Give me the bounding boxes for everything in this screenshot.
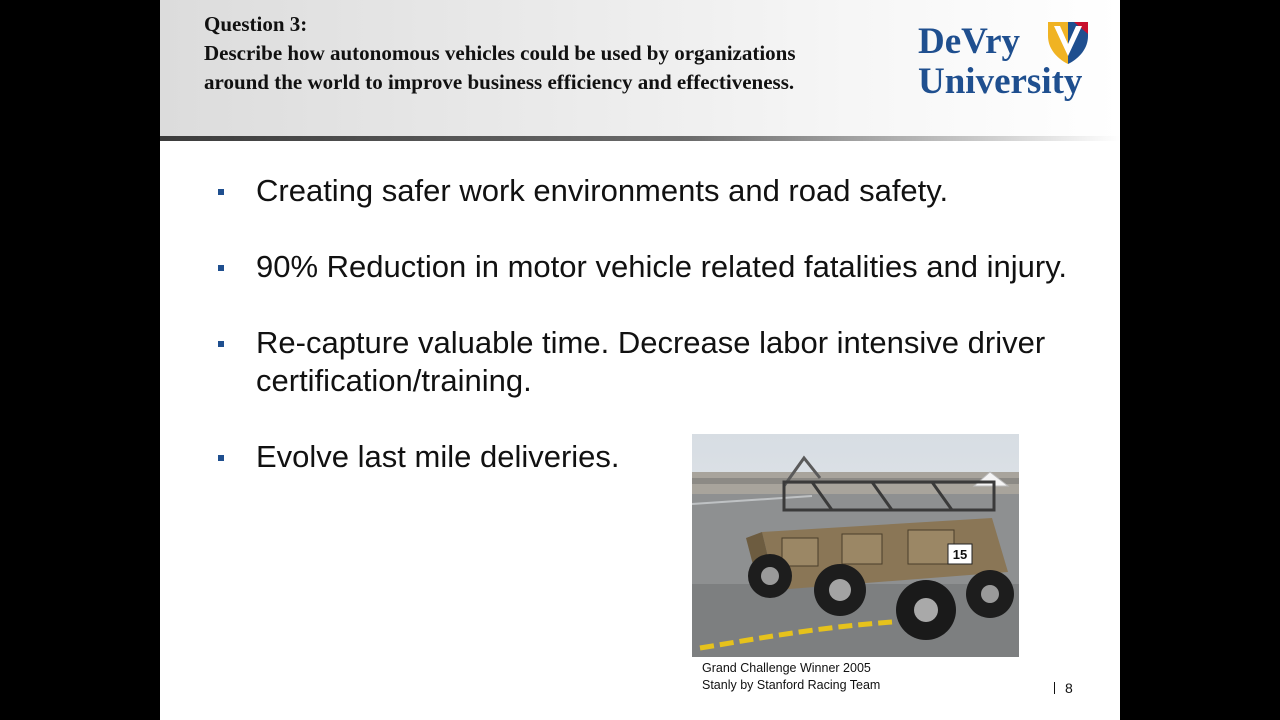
bullet-item bbox=[216, 324, 1096, 400]
bullet-text: Re-capture valuable time. Decrease labor intensive driver certification/training. bbox=[256, 325, 1046, 398]
photo-caption bbox=[702, 660, 880, 694]
question-body: Describe how autonomous vehicles could be used by organizations around the world to improve business efficiency and effectiveness. bbox=[204, 41, 796, 94]
stanley-vehicle-photo bbox=[692, 434, 1019, 657]
caption-line-1: Grand Challenge Winner 2005 bbox=[702, 661, 871, 675]
caption-line-2: Stanly by Stanford Racing Team bbox=[702, 678, 881, 692]
bullet-marker bbox=[218, 455, 224, 461]
slide bbox=[160, 0, 1120, 720]
page-number bbox=[1054, 680, 1073, 696]
bullet-marker bbox=[218, 265, 224, 271]
shield-icon bbox=[1046, 18, 1090, 66]
logo-line-1: DeVry bbox=[918, 21, 1021, 62]
logo-line-2: University bbox=[918, 61, 1083, 102]
bullet-text: Creating safer work environments and road safety. bbox=[256, 173, 949, 208]
devry-logo bbox=[918, 16, 1098, 116]
header-divider bbox=[160, 136, 1120, 141]
vehicle-number: 15 bbox=[952, 547, 968, 562]
bullet-text: Evolve last mile deliveries. bbox=[256, 439, 620, 474]
question-heading bbox=[204, 10, 864, 97]
page-separator bbox=[1054, 682, 1055, 694]
question-title: Question 3: bbox=[204, 12, 308, 36]
bullet-item bbox=[216, 248, 1096, 286]
bullet-marker bbox=[218, 341, 224, 347]
page-number-value: 8 bbox=[1065, 680, 1073, 696]
bullet-text: 90% Reduction in motor vehicle related fatalities and injury. bbox=[256, 249, 1068, 284]
bullet-marker bbox=[218, 189, 224, 195]
bullet-item bbox=[216, 172, 1096, 210]
